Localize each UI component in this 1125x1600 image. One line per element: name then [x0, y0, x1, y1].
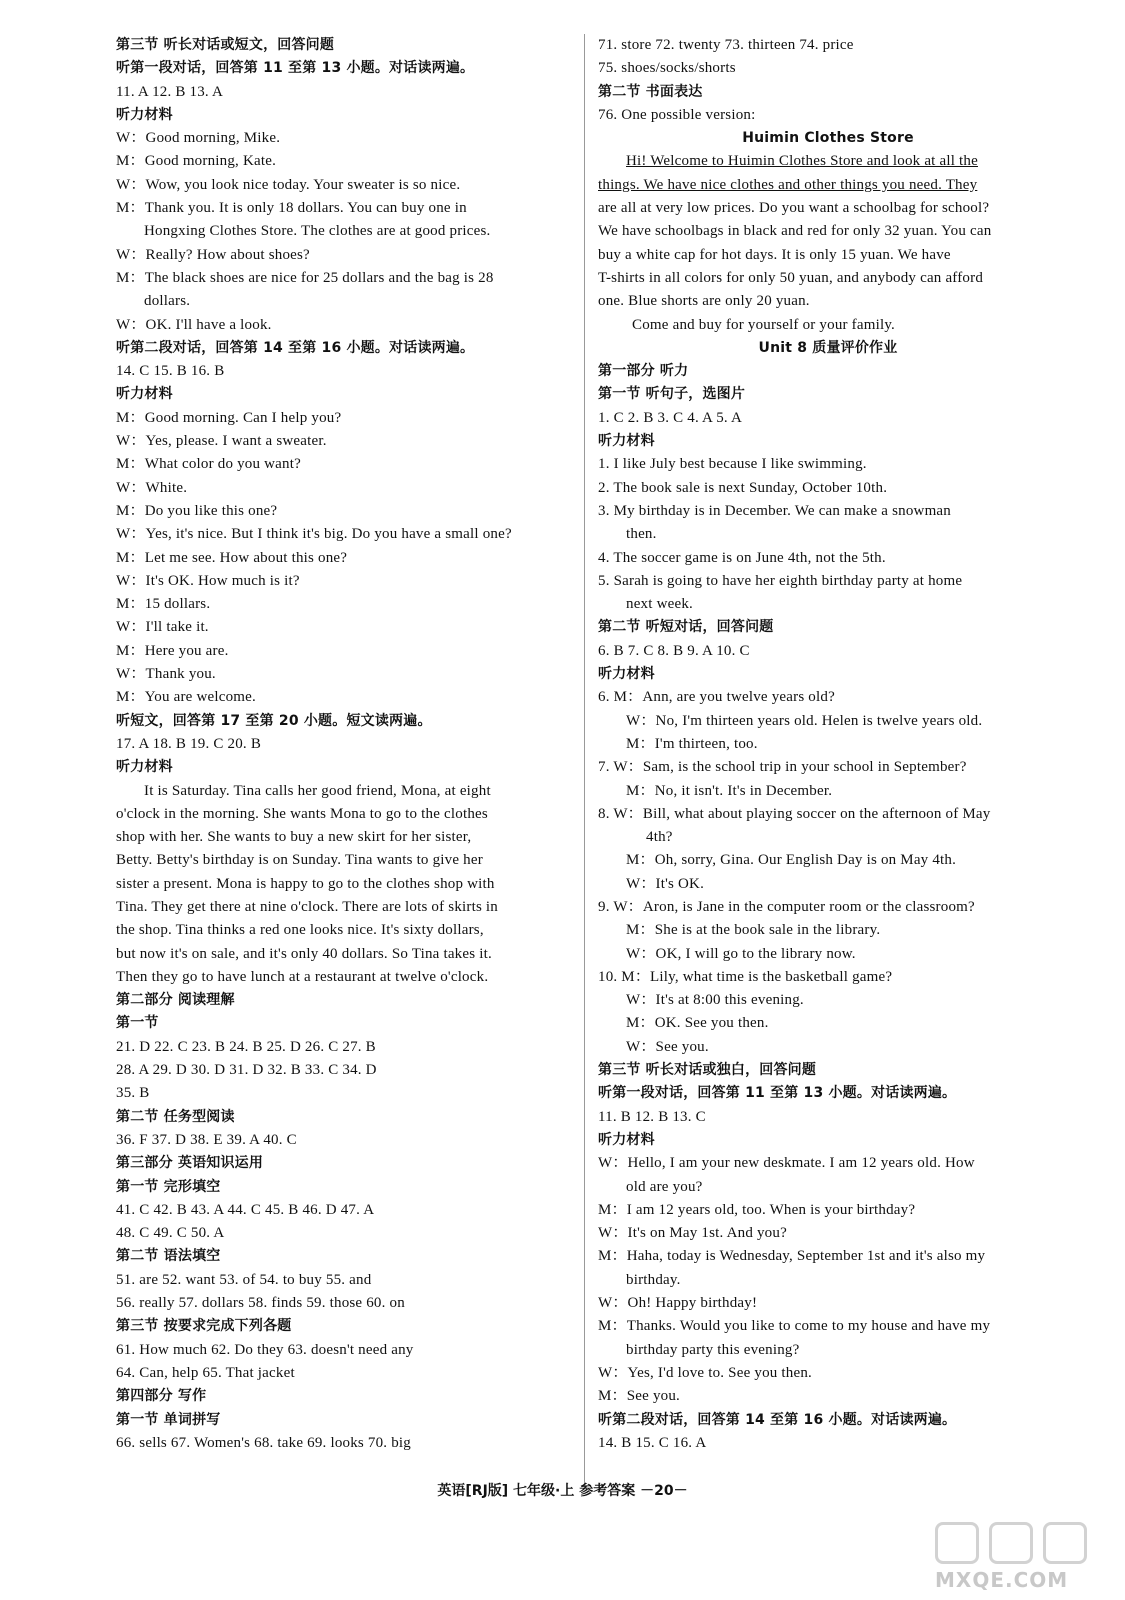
text-line: W：Wow, you look nice today. Your sweater is so nice.: [116, 176, 461, 193]
text-line: 5. Sarah is going to have her eighth birthday party at home: [598, 572, 963, 589]
page-footer: 英语[RJ版] 七年级·上 参考答案 －20－: [437, 1483, 688, 1499]
section-heading: 听力材料: [598, 1131, 655, 1148]
text-line: o'clock in the morning. She wants Mona to go to the clothes: [116, 805, 488, 822]
text-line: W：Thank you.: [116, 666, 216, 683]
text-line: 21. D 22. C 23. B 24. B 25. D 26. C 27. B: [116, 1038, 376, 1055]
text-line: then.: [626, 526, 657, 543]
text-line: M：No, it isn't. It's in December.: [626, 782, 833, 799]
section-heading: 第一部分 听力: [598, 363, 689, 380]
section-heading: 第二节 听短对话，回答问题: [598, 619, 774, 636]
text-line: 48. C 49. C 50. A: [116, 1225, 225, 1242]
text-line: M：Let me see. How about this one?: [116, 549, 348, 566]
text-line: M：I'm thirteen, too.: [626, 735, 758, 752]
section-heading: 听第二段对话，回答第 14 至第 16 小题。对话读两遍。: [598, 1411, 957, 1428]
section-heading: 第二节 语法填空: [116, 1248, 221, 1265]
text-line: 3. My birthday is in December. We can make a snowman: [598, 502, 951, 519]
text-line: 17. A 18. B 19. C 20. B: [116, 735, 262, 752]
section-heading: 第一节 完形填空: [116, 1178, 221, 1195]
text-line: M：15 dollars.: [116, 596, 211, 613]
section-heading: 听力材料: [598, 433, 655, 450]
section-heading: 第三节 听长对话或短文，回答问题: [116, 37, 335, 53]
text-line: M：Do you like this one?: [116, 502, 278, 519]
watermark-text: MXQE.COM: [935, 1568, 1069, 1592]
text-line: one. Blue shorts are only 20 yuan.: [598, 293, 810, 310]
text-line: T-shirts in all colors for only 50 yuan, and anybody can afford: [598, 269, 984, 286]
text-line: shop with her. She wants to buy a new skirt for her sister,: [116, 829, 472, 846]
text-line: M：Good morning, Kate.: [116, 153, 277, 170]
section-heading: 第一节: [116, 1015, 159, 1032]
text-line: We have schoolbags in black and red for only 32 yuan. You can: [598, 223, 992, 240]
text-line: W：I'll take it.: [116, 619, 209, 636]
section-heading: 听力材料: [116, 759, 173, 776]
text-line: 71. store 72. twenty 73. thirteen 74. price: [598, 37, 854, 53]
text-line: W：White.: [116, 479, 188, 496]
text-line: sister a present. Mona is happy to go to the clothes shop with: [116, 875, 495, 892]
text-line: 4th?: [646, 829, 673, 846]
section-heading: 听力材料: [116, 386, 173, 403]
text-line: M：You are welcome.: [116, 689, 256, 706]
section-heading: 第三节 按要求完成下列各题: [116, 1318, 292, 1335]
text-line: 6. M：Ann, are you twelve years old?: [598, 689, 835, 706]
text-line: Hongxing Clothes Store. The clothes are at good prices.: [144, 223, 491, 240]
text-line: birthday.: [626, 1271, 681, 1288]
text-line: dollars.: [144, 293, 191, 310]
text-line: M：She is at the book sale in the library.: [626, 922, 881, 939]
section-heading: 听力材料: [116, 106, 173, 123]
text-line: M：OK. See you then.: [626, 1015, 769, 1032]
text-line: 61. How much 62. Do they 63. doesn't need any: [116, 1341, 414, 1358]
text-line: birthday party this evening?: [626, 1341, 800, 1358]
text-line: M：See you.: [598, 1388, 680, 1405]
text-line: W：Hello, I am your new deskmate. I am 12 years old. How: [598, 1155, 975, 1172]
text-line: 14. C 15. B 16. B: [116, 363, 225, 380]
text-line: W：Good morning, Mike.: [116, 130, 281, 147]
text-line: M：Haha, today is Wednesday, September 1st and it's also my: [598, 1248, 986, 1265]
text-line: Tina. They get there at nine o'clock. There are lots of skirts in: [116, 898, 499, 915]
section-heading: 第二部分 阅读理解: [116, 992, 235, 1009]
text-line: but now it's on sale, and it's only 40 dollars. So Tina takes it.: [116, 945, 492, 962]
text-line: 8. W：Bill, what about playing soccer on the afternoon of May: [598, 805, 991, 822]
text-line: W：OK. I'll have a look.: [116, 316, 272, 333]
text-line: W：Yes, it's nice. But I think it's big. Do you have a small one?: [116, 526, 512, 543]
text-line: W：Oh! Happy birthday!: [598, 1295, 758, 1312]
text-line: M：The black shoes are nice for 25 dollars and the bag is 28: [116, 269, 494, 286]
text-line: W：It's OK. How much is it?: [116, 572, 300, 589]
text-line: 11. A 12. B 13. A: [116, 83, 224, 100]
section-heading: 听第一段对话，回答第 11 至第 13 小题。对话读两遍。: [598, 1085, 957, 1102]
section-heading: 听第二段对话，回答第 14 至第 16 小题。对话读两遍。: [116, 339, 475, 356]
section-heading: 第二节 任务型阅读: [116, 1108, 235, 1125]
text-line: W：OK, I will go to the library now.: [626, 945, 856, 962]
text-line: 28. A 29. D 30. D 31. D 32. B 33. C 34. D: [116, 1062, 377, 1079]
text-line: M：Oh, sorry, Gina. Our English Day is on May 4th.: [626, 852, 957, 869]
text-line: the shop. Tina thinks a red one looks nice. It's sixty dollars,: [116, 922, 484, 939]
text-line: 64. Can, help 65. That jacket: [116, 1364, 295, 1381]
section-heading: 第一节 单词拼写: [116, 1411, 221, 1428]
text-line: 76. One possible version:: [598, 106, 756, 123]
text-line: are all at very low prices. Do you want a schoolbag for school?: [598, 200, 990, 217]
section-heading: 听第一段对话，回答第 11 至第 13 小题。对话读两遍。: [116, 60, 475, 77]
text-line: 36. F 37. D 38. E 39. A 40. C: [116, 1131, 297, 1148]
text-line: 75. shoes/socks/shorts: [598, 60, 736, 77]
text-line: W：See you.: [626, 1038, 709, 1055]
text-line: 6. B 7. C 8. B 9. A 10. C: [598, 642, 750, 659]
text-line: 2. The book sale is next Sunday, October 10th.: [598, 479, 888, 496]
section-heading: 第三节 听长对话或独白，回答问题: [598, 1062, 817, 1079]
text-line: 9. W：Aron, is Jane in the computer room or the classroom?: [598, 898, 975, 915]
section-heading: Huimin Clothes Store: [742, 130, 914, 147]
right-column: [598, 34, 1058, 1455]
text-line: M：I am 12 years old, too. When is your birthday?: [598, 1201, 916, 1218]
text-line: Hi! Welcome to Huimin Clothes Store and look at all the: [626, 153, 978, 170]
text-line: M：Thank you. It is only 18 dollars. You can buy one in: [116, 200, 467, 217]
section-heading: 听短文，回答第 17 至第 20 小题。短文读两遍。: [116, 712, 432, 729]
text-line: W：It's at 8:00 this evening.: [626, 992, 804, 1009]
left-column: [116, 34, 578, 1455]
section-heading: 听力材料: [598, 666, 655, 683]
text-line: 51. are 52. want 53. of 54. to buy 55. and: [116, 1271, 372, 1288]
text-line: W：Yes, I'd love to. See you then.: [598, 1364, 813, 1381]
text-line: W：It's on May 1st. And you?: [598, 1225, 787, 1242]
text-line: W：No, I'm thirteen years old. Helen is twelve years old.: [626, 712, 983, 729]
section-heading: Unit 8 质量评价作业: [758, 339, 898, 356]
text-line: 41. C 42. B 43. A 44. C 45. B 46. D 47. A: [116, 1201, 375, 1218]
section-heading: 第二节 书面表达: [598, 83, 703, 100]
text-line: M：Here you are.: [116, 642, 229, 659]
text-line: next week.: [626, 596, 693, 613]
text-line: 66. sells 67. Women's 68. take 69. looks 70. big: [116, 1434, 411, 1451]
text-line: W：Really? How about shoes?: [116, 246, 310, 263]
text-line: 56. really 57. dollars 58. finds 59. those 60. on: [116, 1295, 405, 1312]
text-line: It is Saturday. Tina calls her good friend, Mona, at eight: [144, 782, 491, 799]
text-line: 4. The soccer game is on June 4th, not the 5th.: [598, 549, 886, 566]
text-line: 7. W：Sam, is the school trip in your school in September?: [598, 759, 967, 776]
text-line: Come and buy for yourself or your family.: [632, 316, 896, 333]
text-line: buy a white cap for hot days. It is only 15 yuan. We have: [598, 246, 951, 263]
column-divider: [584, 34, 585, 1486]
text-line: things. We have nice clothes and other things you need. They: [598, 176, 978, 193]
text-line: M：Thanks. Would you like to come to my house and have my: [598, 1318, 991, 1335]
section-heading: 第四部分 写作: [116, 1388, 207, 1405]
text-line: 35. B: [116, 1085, 150, 1102]
text-line: Betty. Betty's birthday is on Sunday. Tina wants to give her: [116, 852, 483, 869]
watermark-logo: [925, 1520, 1105, 1594]
text-line: W：It's OK.: [626, 875, 705, 892]
text-line: old are you?: [626, 1178, 703, 1195]
text-line: M：Good morning. Can I help you?: [116, 409, 342, 426]
section-heading: 第一节 听句子，选图片: [598, 386, 746, 403]
section-heading: 第三部分 英语知识运用: [116, 1155, 264, 1172]
text-line: 10. M：Lily, what time is the basketball game?: [598, 968, 893, 985]
text-line: 1. I like July best because I like swimming.: [598, 456, 867, 473]
text-line: Then they go to have lunch at a restaurant at twelve o'clock.: [116, 968, 489, 985]
text-line: 14. B 15. C 16. A: [598, 1434, 707, 1451]
text-line: 1. C 2. B 3. C 4. A 5. A: [598, 409, 742, 426]
text-line: 11. B 12. B 13. C: [598, 1108, 706, 1125]
text-line: M：What color do you want?: [116, 456, 301, 473]
text-line: W：Yes, please. I want a sweater.: [116, 433, 327, 450]
